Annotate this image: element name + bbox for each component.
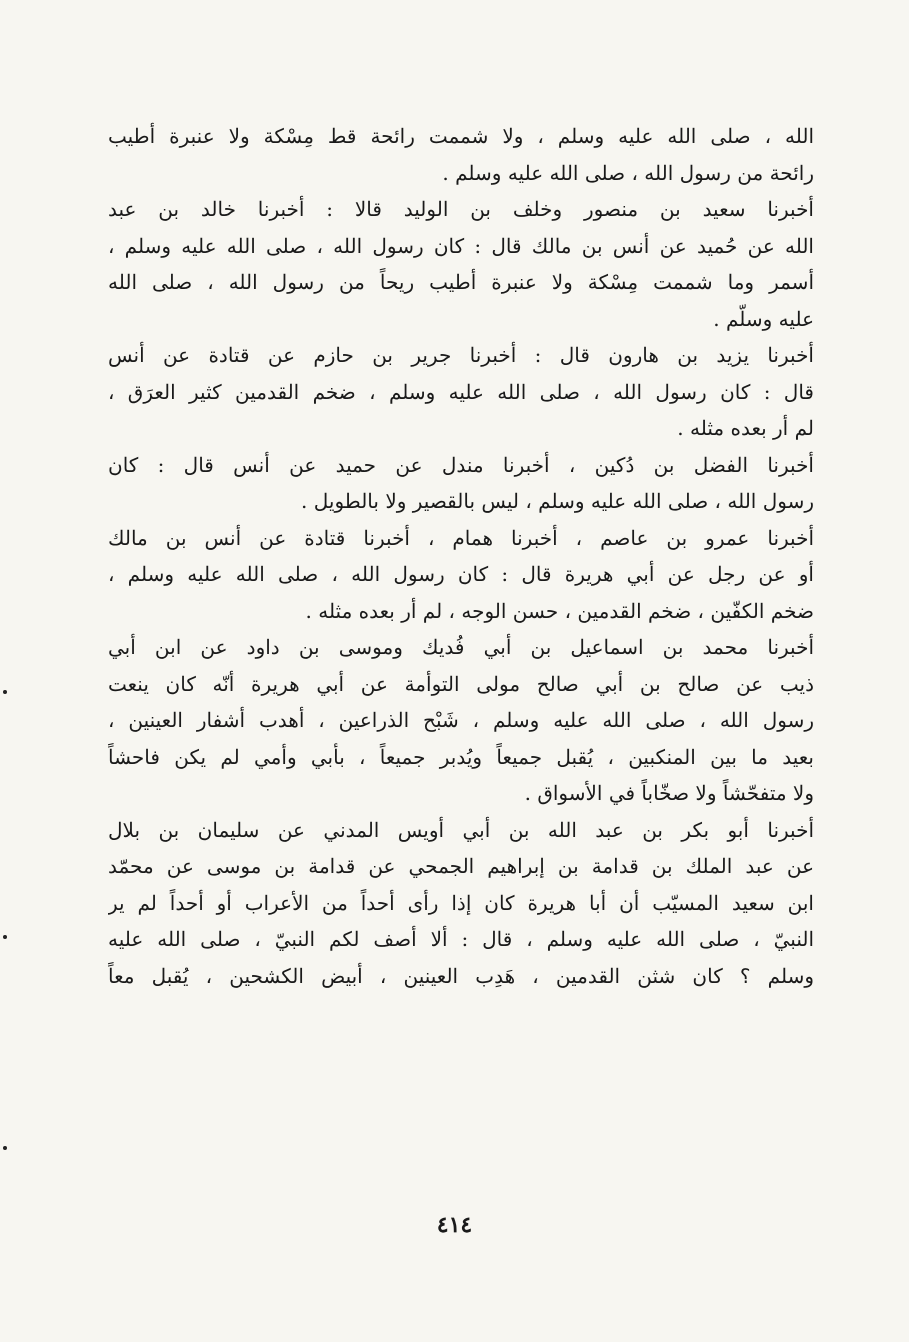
text-line: أو عن رجل عن أبي هريرة قال : كان رسول الله ، صلى الله عليه وسلم ، [108,562,814,586]
text-line: وسلم ؟ كان شثن القدمين ، هَدِب العينين ، أبيض الكشحين ، يُقبل معاً [108,963,814,988]
text-line: ابن سعيد المسيّب أن أبا هريرة كان إذا رأى أحداً من الأعراب أو أحداً لم ير [108,890,814,915]
text-line: أخبرنا عمرو بن عاصم ، أخبرنا همام ، أخبرنا قتادة عن أنس بن مالك [108,525,814,550]
text-line: أخبرنا يزيد بن هارون قال : أخبرنا جرير بن حازم عن قتادة عن أنس [108,343,814,367]
text-line: النبيّ ، صلى الله عليه وسلم ، قال : ألا أصف لكم النبيّ ، صلى الله عليه [108,927,814,951]
text-line: أخبرنا سعيد بن منصور وخلف بن الوليد قالا : أخبرنا خالد بن عبد [108,197,814,221]
text-line: ذيب عن صالح بن أبي صالح مولى التوأمة عن أبي هريرة أنّه كان ينعت [108,671,814,696]
text-line: الله ، صلى الله عليه وسلم ، ولا شممت رائحة قط مِسْكة ولا عنبرة أطيب [108,124,814,148]
text-line: عن عبد الملك بن قدامة بن إبراهيم الجمحي عن قدامة بن موسى عن محمّد [108,854,814,878]
text-line: رائحة من رسول الله ، صلى الله عليه وسلم . [442,160,814,185]
text-line: الله عن حُميد عن أنس بن مالك قال : كان رسول الله ، صلى الله عليه وسلم ، [108,233,814,258]
text-line: بعيد ما بين المنكبين ، يُقبل جميعاً ويُدبر جميعاً ، بأبي وأمي لم يكن فاحشاً [108,744,814,769]
text-line: قال : كان رسول الله ، صلى الله عليه وسلم ، ضخم القدمين كثير العرَق ، [108,379,814,404]
scan-mark [3,690,7,694]
text-line: رسول الله ، صلى الله عليه وسلم ، ليس بالقصير ولا بالطويل . [301,489,814,513]
text-line: رسول الله ، صلى الله عليه وسلم ، شَبْح الذراعين ، أهدب أشفار العينين ، [108,708,814,732]
text-line: ولا متفحّشاً ولا صخّاباً في الأسواق . [524,781,814,805]
text-line: أخبرنا أبو بكر بن عبد الله بن أبي أويس المدني عن سليمان بن بلال [108,817,814,842]
text-line: عليه وسلّم . [713,306,814,331]
text-line: أخبرنا الفضل بن دُكين ، أخبرنا مندل عن حميد عن أنس قال : كان [108,452,814,477]
text-line: أسمر وما شممت مِسْكة ولا عنبرة أطيب ريحاً من رسول الله ، صلى الله [108,270,814,294]
text-line: أخبرنا محمد بن اسماعيل بن أبي فُديك وموسى بن داود عن ابن أبي [108,635,814,659]
scan-mark [3,935,7,939]
text-line: لم أر بعده مثله . [677,416,814,440]
scan-mark [3,1146,7,1150]
body-text [108,118,814,994]
text-line: ضخم الكفّين ، ضخم القدمين ، حسن الوجه ، لم أر بعده مثله . [305,598,814,623]
page-number: ٤١٤ [436,1212,473,1238]
